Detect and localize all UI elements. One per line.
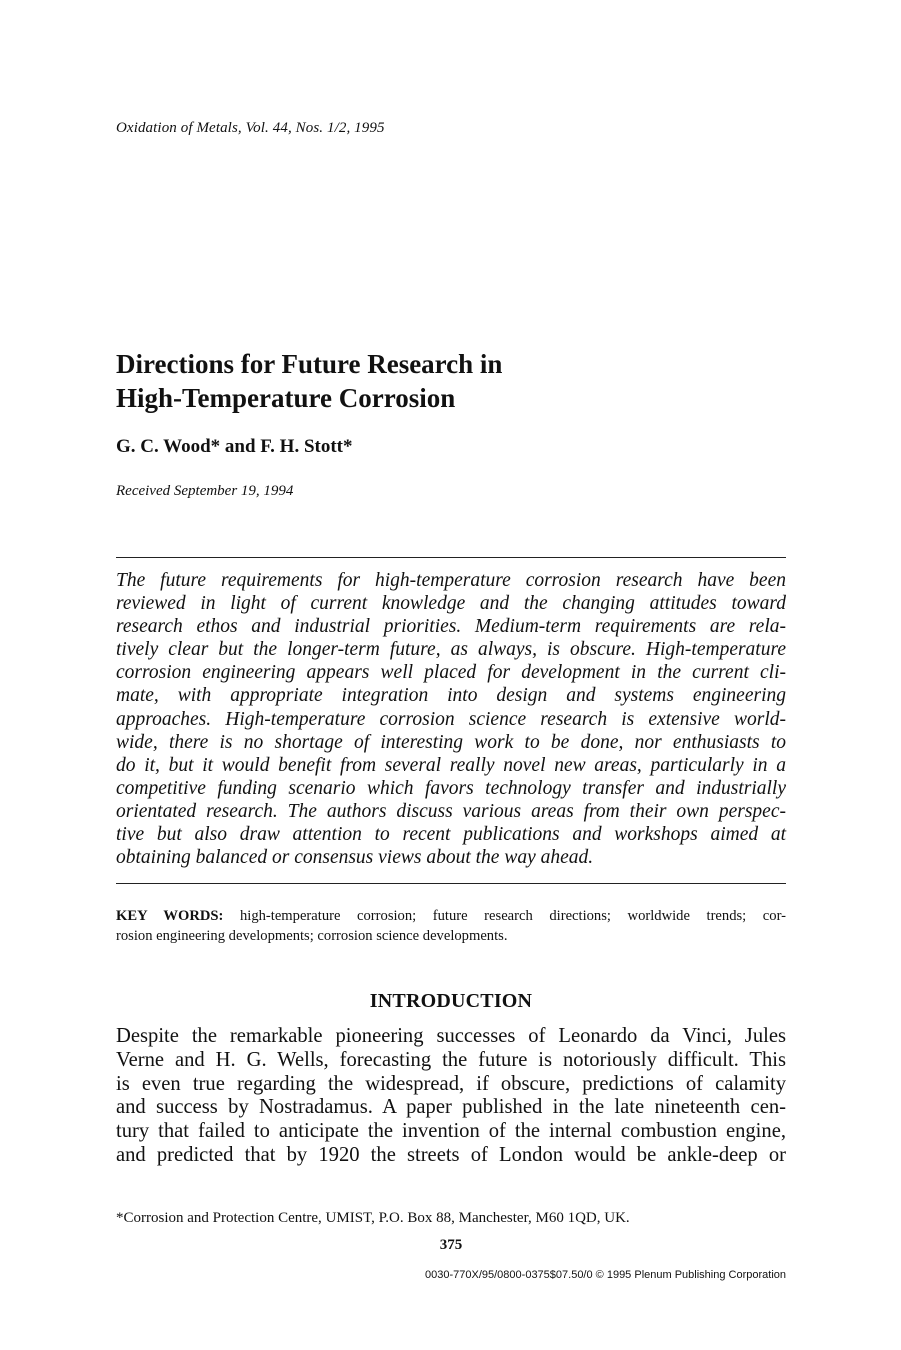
abstract-top-rule (116, 557, 786, 558)
abstract-line: do it, but it would benefit from several really novel new areas, particularly in a (116, 754, 786, 776)
abstract-line: corrosion engineering appears well placed for development in the current cli- (116, 662, 786, 684)
abstract-bottom-rule (116, 883, 786, 884)
body-line: tury that failed to anticipate the invention of the internal combustion engine, (116, 1120, 786, 1143)
introduction-body (116, 1025, 786, 1168)
abstract-line: research ethos and industrial priorities. Medium-term requirements are rela- (116, 616, 786, 638)
body-line: Despite the remarkable pioneering successes of Leonardo da Vinci, Jules (116, 1025, 786, 1047)
keywords-label: KEY WORDS: (116, 908, 224, 924)
title-line-2: High-Temperature Corrosion (116, 383, 456, 413)
abstract-line: orientated research. The authors discuss various areas from their own perspec- (116, 800, 786, 822)
body-line: is even true regarding the widespread, if obscure, predictions of calamity (116, 1072, 786, 1095)
section-heading-introduction: INTRODUCTION (369, 990, 533, 1012)
abstract-line: competitive funding scenario which favors technology transfer and industrially (116, 777, 786, 799)
keywords-line-2: rosion engineering developments; corrosion science developments. (116, 927, 508, 944)
body-line: Verne and H. G. Wells, forecasting the future is notoriously difficult. This (116, 1048, 786, 1071)
abstract-line: tive but also draw attention to recent publications and workshops aimed at (116, 824, 786, 846)
abstract-line: approaches. High-temperature corrosion science research is extensive world- (116, 708, 786, 730)
copyright-line: 0030-770X/95/0800-0375$07.50/0 © 1995 Plenum Publishing Corporation (425, 1269, 786, 1281)
abstract-line: mate, with appropriate integration into design and systems engineering (116, 685, 786, 707)
author-list: G. C. Wood* and F. H. Stott* (116, 436, 353, 457)
abstract-line: wide, there is no shortage of interesting work to be done, nor enthusiasts to (116, 731, 786, 753)
paper-title (116, 347, 816, 415)
abstract-line: tively clear but the longer-term future, as always, is obscure. High-temperature (116, 639, 786, 661)
keywords-line-1 (116, 907, 786, 927)
title-line-1: Directions for Future Research in (116, 349, 503, 379)
abstract (116, 569, 786, 869)
page-number: 375 (439, 1237, 463, 1253)
keywords-text-1: high-temperature corrosion; future research directions; worldwide trends; cor- (239, 908, 787, 924)
abstract-line: The future requirements for high-temperature corrosion research have been (116, 570, 786, 591)
affiliation-footnote: *Corrosion and Protection Centre, UMIST, P.O. Box 88, Manchester, M60 1QD, UK. (116, 1210, 630, 1226)
abstract-line: obtaining balanced or consensus views about the way ahead. (116, 847, 594, 869)
abstract-line: reviewed in light of current knowledge and the changing attitudes toward (116, 593, 786, 615)
body-line: and success by Nostradamus. A paper published in the late nineteenth cen- (116, 1096, 786, 1119)
journal-citation: Oxidation of Metals, Vol. 44, Nos. 1/2, 1995 (116, 120, 385, 136)
body-line: and predicted that by 1920 the streets of London would be ankle-deep or (116, 1143, 786, 1166)
keywords (116, 907, 786, 946)
received-date: Received September 19, 1994 (116, 483, 294, 499)
